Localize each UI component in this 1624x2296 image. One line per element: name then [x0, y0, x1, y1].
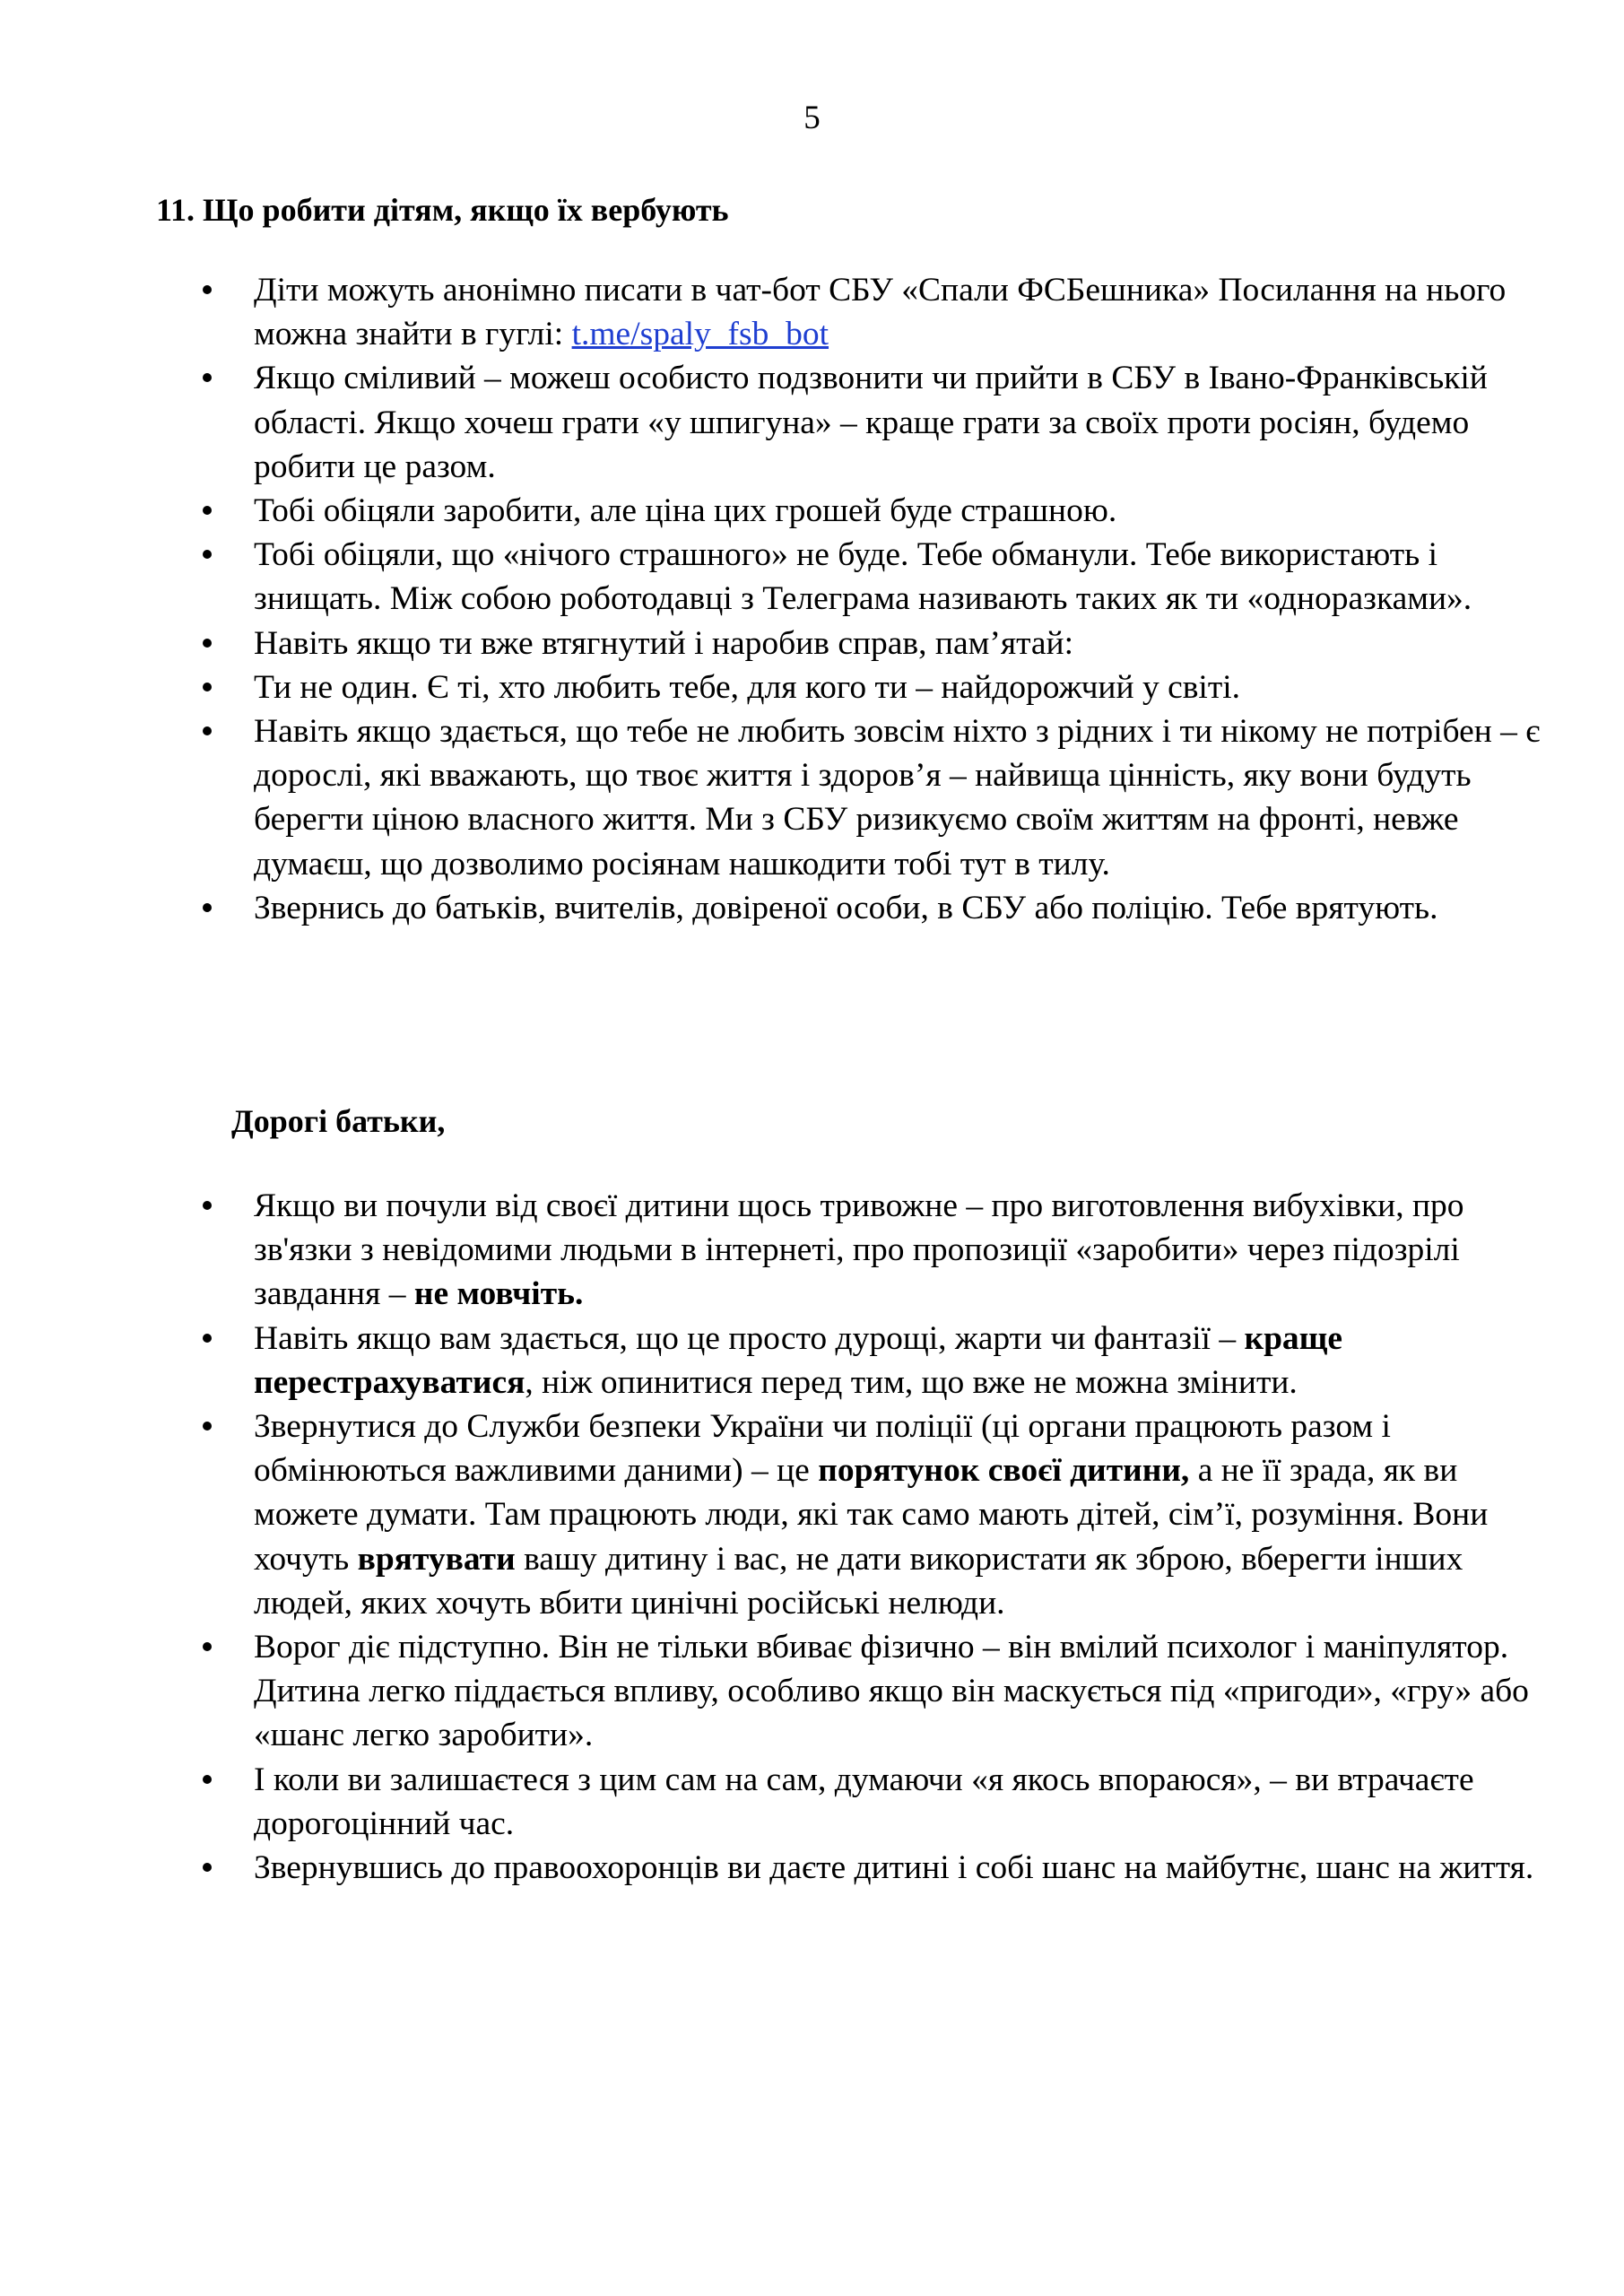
item-text: Навіть якщо вам здається, що це просто дурощі, жарти чи фантазії –	[254, 1319, 1245, 1357]
parents-bullet-list	[0, 1184, 1563, 1890]
bullet-icon	[203, 506, 212, 515]
bullet-icon	[203, 903, 212, 912]
bullet-icon	[203, 639, 212, 648]
list-item	[0, 489, 1563, 533]
list-item	[0, 1625, 1563, 1758]
list-item	[0, 665, 1563, 709]
item-text: Ти не один. Є ті, хто любить тебе, для кого ти – найдорожчий у світі.	[254, 668, 1241, 706]
list-item	[0, 709, 1563, 886]
bullet-icon	[203, 1334, 212, 1343]
list-item	[0, 622, 1563, 665]
bullet-icon	[203, 285, 212, 294]
list-item	[0, 1758, 1563, 1846]
list-item	[0, 268, 1563, 356]
item-text: Тобі обіцяли заробити, але ціна цих грошей буде страшною.	[254, 492, 1117, 530]
item-text: Навіть якщо ти вже втягнутий і наробив справ, пам’ятай:	[254, 624, 1074, 662]
bullet-icon	[203, 1642, 212, 1651]
telegram-bot-link[interactable]: t.me/spaly_fsb_bot	[571, 316, 829, 353]
bullet-icon	[203, 373, 212, 382]
bold-text: не мовчіть.	[413, 1275, 584, 1313]
bullet-icon	[203, 1863, 212, 1872]
item-text: Навіть якщо здається, що тебе не любить зовсім ніхто з рідних і ти нікому не потрібен – є дорослі, які вважають, що твоє життя і здоров’я – найвища цінність, яку вони будуть берегти ціною власного життя. Ми з СБУ ризикуємо своїм життям на фронті, невже думаєш, що дозволимо росіянам нашкодити тобі тут в тилу.	[254, 713, 1541, 883]
item-text: Тобі обіцяли, що «нічого страшного» не буде. Тебе обманули. Тебе використають і знищать. Між собою роботодавці з Телеграма називають таких як ти «одноразками».	[254, 536, 1472, 618]
bullet-icon	[203, 1775, 212, 1784]
section-title: 11. Що робити дітям, якщо їх вербують	[156, 192, 729, 228]
list-item	[0, 1846, 1563, 1890]
item-text: , ніж опинитися перед тим, що вже не можна змінити.	[525, 1363, 1298, 1401]
list-item	[0, 886, 1563, 930]
item-text: Діти можуть анонімно писати в чат-бот СБУ «Спали ФСБешника» Посилання на нього можна знайти в гуглі:	[254, 272, 1507, 353]
item-text: Якщо ви почули від своєї дитини щось тривожне – про виготовлення вибухівки, про зв'язки з невідомими людьми в інтернеті, про пропозиції «заробити» через підозрілі завдання –	[254, 1187, 1464, 1313]
list-item	[0, 1317, 1563, 1405]
bold-text: краще перестрахуватися	[254, 1319, 1342, 1401]
bold-text: врятувати	[357, 1540, 516, 1578]
parents-heading: Дорогі батьки,	[231, 1103, 446, 1139]
list-item	[0, 356, 1563, 489]
item-text: Якщо сміливий – можеш особисто подзвонити чи прийти в СБУ в Івано-Франківській області. Якщо хочеш грати «у шпигуна» – краще грати за своїх проти росіян, будемо робити це разом.	[254, 360, 1488, 485]
item-text: вашу дитину і вас, не дати використати як зброю, вберегти інших людей, яких хочуть вбити цинічні російські нелюди.	[254, 1540, 1463, 1622]
item-text: Звернись до батьків, вчителів, довіреної особи, в СБУ або поліцію. Тебе врятують.	[254, 889, 1438, 926]
bullet-icon	[203, 726, 212, 735]
item-text: Ворог діє підступно. Він не тільки вбиває фізично – він вмілий психолог і маніпулятор. Дитина легко піддається впливу, особливо якщо він маскується під «пригоди», «гру» або «шанс легко заробити».	[254, 1629, 1529, 1754]
item-text: І коли ви залишаєтеся з цим сам на сам, думаючи «я якось впораюся», – ви втрачаєте дорогоцінний час.	[254, 1761, 1474, 1842]
bullet-icon	[203, 1422, 212, 1431]
page-number: 5	[803, 100, 821, 136]
bullet-icon	[203, 1201, 212, 1210]
list-item	[0, 1405, 1563, 1625]
item-text: Звернувшись до правоохоронців ви даєте дитині і собі шанс на майбутнє, шанс на життя.	[254, 1849, 1534, 1887]
list-item	[0, 533, 1563, 621]
bullet-icon	[203, 683, 212, 691]
item-text: а не її зрада, як ви можете думати. Там працюють люди, які так само мають дітей, сім’ї, розуміння. Вони хочуть	[254, 1452, 1489, 1578]
bold-text: порятунок своєї дитини,	[818, 1452, 1190, 1490]
kids-bullet-list	[0, 268, 1563, 930]
list-item	[0, 1184, 1563, 1317]
bullet-icon	[203, 550, 212, 559]
item-text: Звернутися до Служби безпеки України чи поліції (ці органи працюють разом і обмінюються важливими даними) – це	[254, 1408, 1391, 1490]
